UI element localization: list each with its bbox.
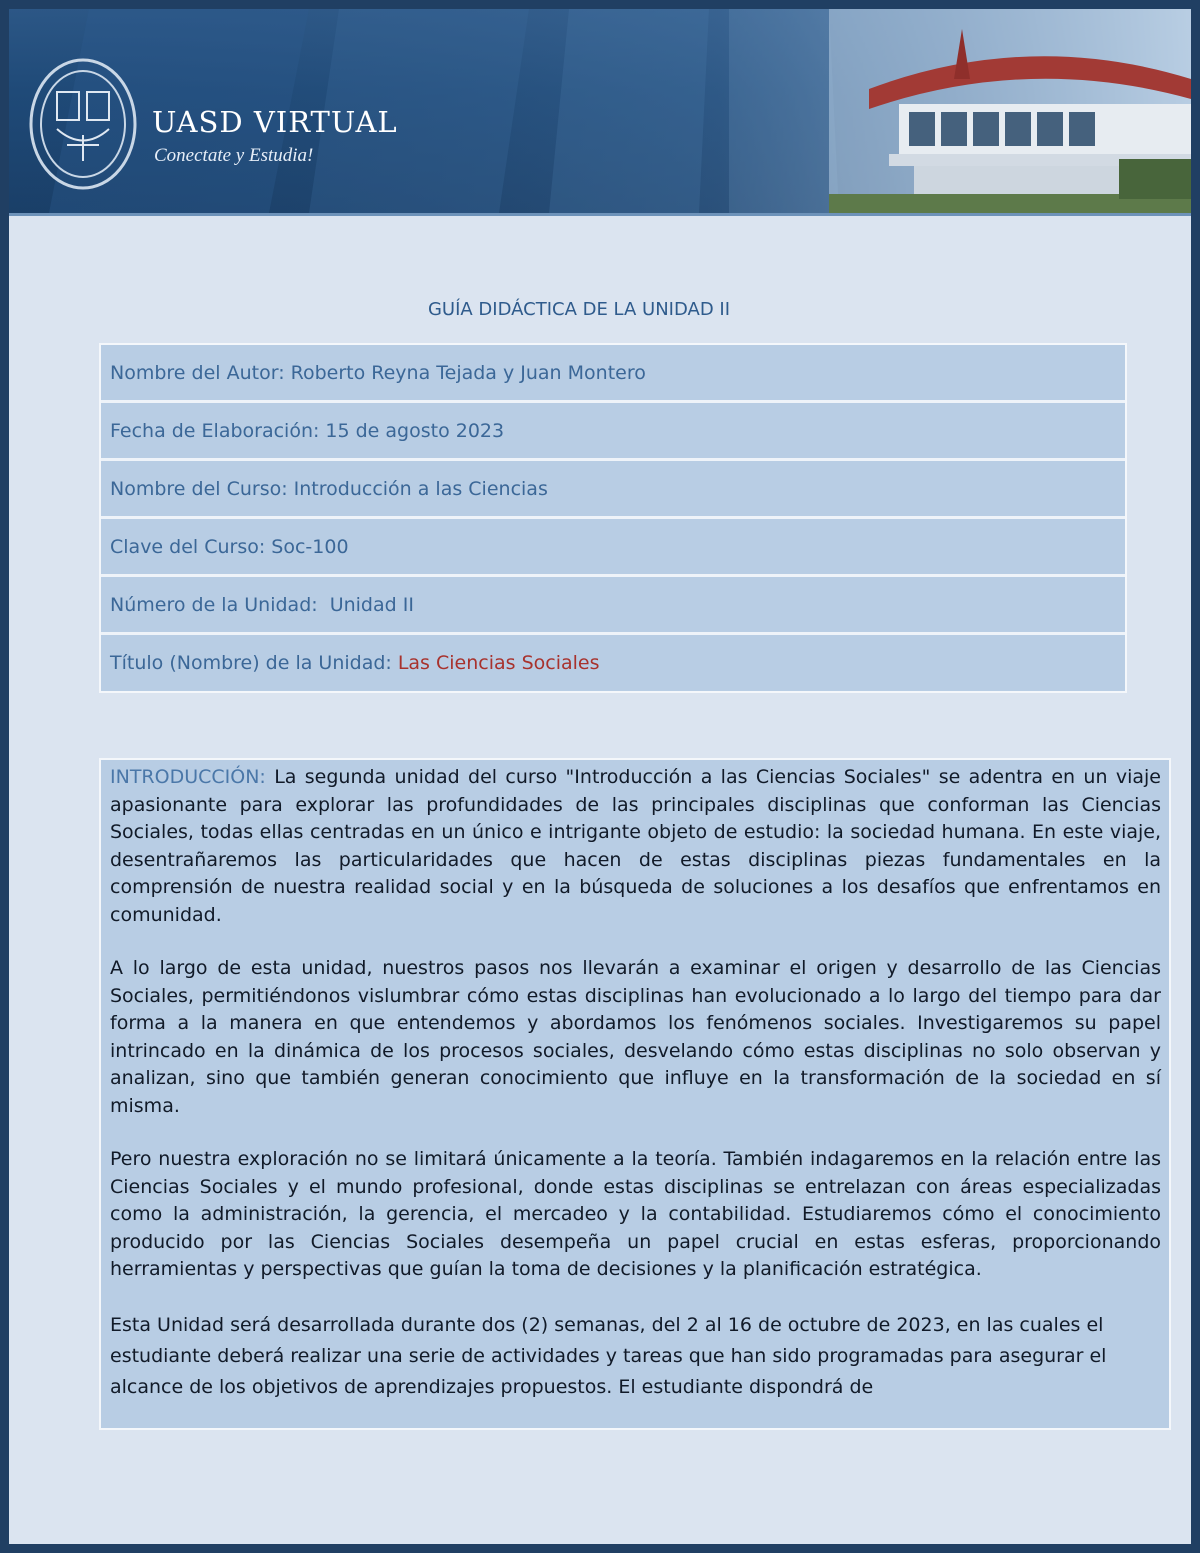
info-label: Nombre del Autor:	[110, 361, 285, 384]
info-value: 15 de agosto 2023	[325, 419, 505, 442]
intro-label: INTRODUCCIÓN:	[110, 766, 266, 788]
intro-paragraph-4: Esta Unidad será desarrollada durante dos (2) semanas, del 2 al 16 de octubre de 2023, en las cuales el estudiante deberá realizar una serie de actividades y tareas que han sido programadas para asegurar el alcance de los objetivos de aprendizajes propuestos. El estudiante dispondrá de	[110, 1313, 1107, 1398]
info-row-unit-number	[101, 577, 1125, 635]
brand-title: UASD VIRTUAL	[152, 105, 398, 139]
intro-paragraph-3: Pero nuestra exploración no se limitará únicamente a la teoría. También indagaremos en la relación entre las Ciencias Sociales y el mundo profesional, donde estas disciplinas se entrelazan con áreas especializadas como la administración, la gerencia, el mercadeo y la contabilidad. Estudiaremos cómo el conocimiento producido por las Ciencias Sociales desempeña un papel crucial en estas esferas, proporcionando herramientas y perspectivas que guían la toma de decisiones y la planificación estratégica.	[110, 1148, 1161, 1280]
info-row-course-name	[101, 461, 1125, 519]
campus-building-image	[829, 9, 1191, 213]
document-title: GUÍA DIDÁCTICA DE LA UNIDAD II	[427, 299, 731, 320]
introduction-box	[99, 758, 1171, 1430]
info-row-date	[101, 403, 1125, 461]
info-value-highlight: Las Ciencias Sociales	[397, 652, 600, 674]
uasd-seal-icon	[27, 57, 139, 191]
course-info-table	[99, 343, 1127, 693]
info-row-course-code	[101, 519, 1125, 577]
intro-paragraph-2: A lo largo de esta unidad, nuestros pasos nos llevarán a examinar el origen y desarrollo de las Ciencias Sociales, permitiéndonos vislumbrar cómo estas disciplinas han evolucionado a lo largo del tiempo para dar forma a la manera en que entendemos y abordamos los fenómenos sociales. Investigaremos su papel intrincado en la dinámica de los procesos sociales, desvelando cómo estas disciplinas no solo observan y analizan, sino que también generan conocimiento que influye en la transformación de la sociedad en sí misma.	[110, 957, 1161, 1117]
info-value: Introducción a las Ciencias	[293, 477, 548, 500]
info-label: Número de la Unidad:	[110, 593, 318, 616]
info-label: Fecha de Elaboración:	[110, 419, 320, 442]
info-value: Unidad II	[323, 593, 414, 616]
info-label: Título (Nombre) de la Unidad:	[110, 652, 392, 674]
intro-paragraph-1	[110, 764, 1161, 929]
header-banner	[9, 9, 1191, 216]
intro-text: La segunda unidad del curso "Introducción a las Ciencias Sociales" se adentra en un viaje apasionante para explorar las profundidades de las principales disciplinas que conforman las Ciencias Sociales, todas ellas centradas en un único e intrigante objeto de estudio: la sociedad humana. En este viaje, desentrañaremos las particularidades que hacen de estas disciplinas piezas fundamentales en la comprensión de nuestra realidad social y en la búsqueda de soluciones a los desafíos que enfrentamos en comunidad.	[110, 766, 1161, 926]
info-value: Soc-100	[271, 535, 349, 558]
info-value: Roberto Reyna Tejada y Juan Montero	[290, 361, 646, 384]
info-label: Nombre del Curso:	[110, 477, 288, 500]
info-row-unit-title	[101, 635, 1125, 691]
brand-slogan: Conectate y Estudia!	[154, 145, 314, 166]
info-label: Clave del Curso:	[110, 535, 266, 558]
info-row-author	[101, 345, 1125, 403]
